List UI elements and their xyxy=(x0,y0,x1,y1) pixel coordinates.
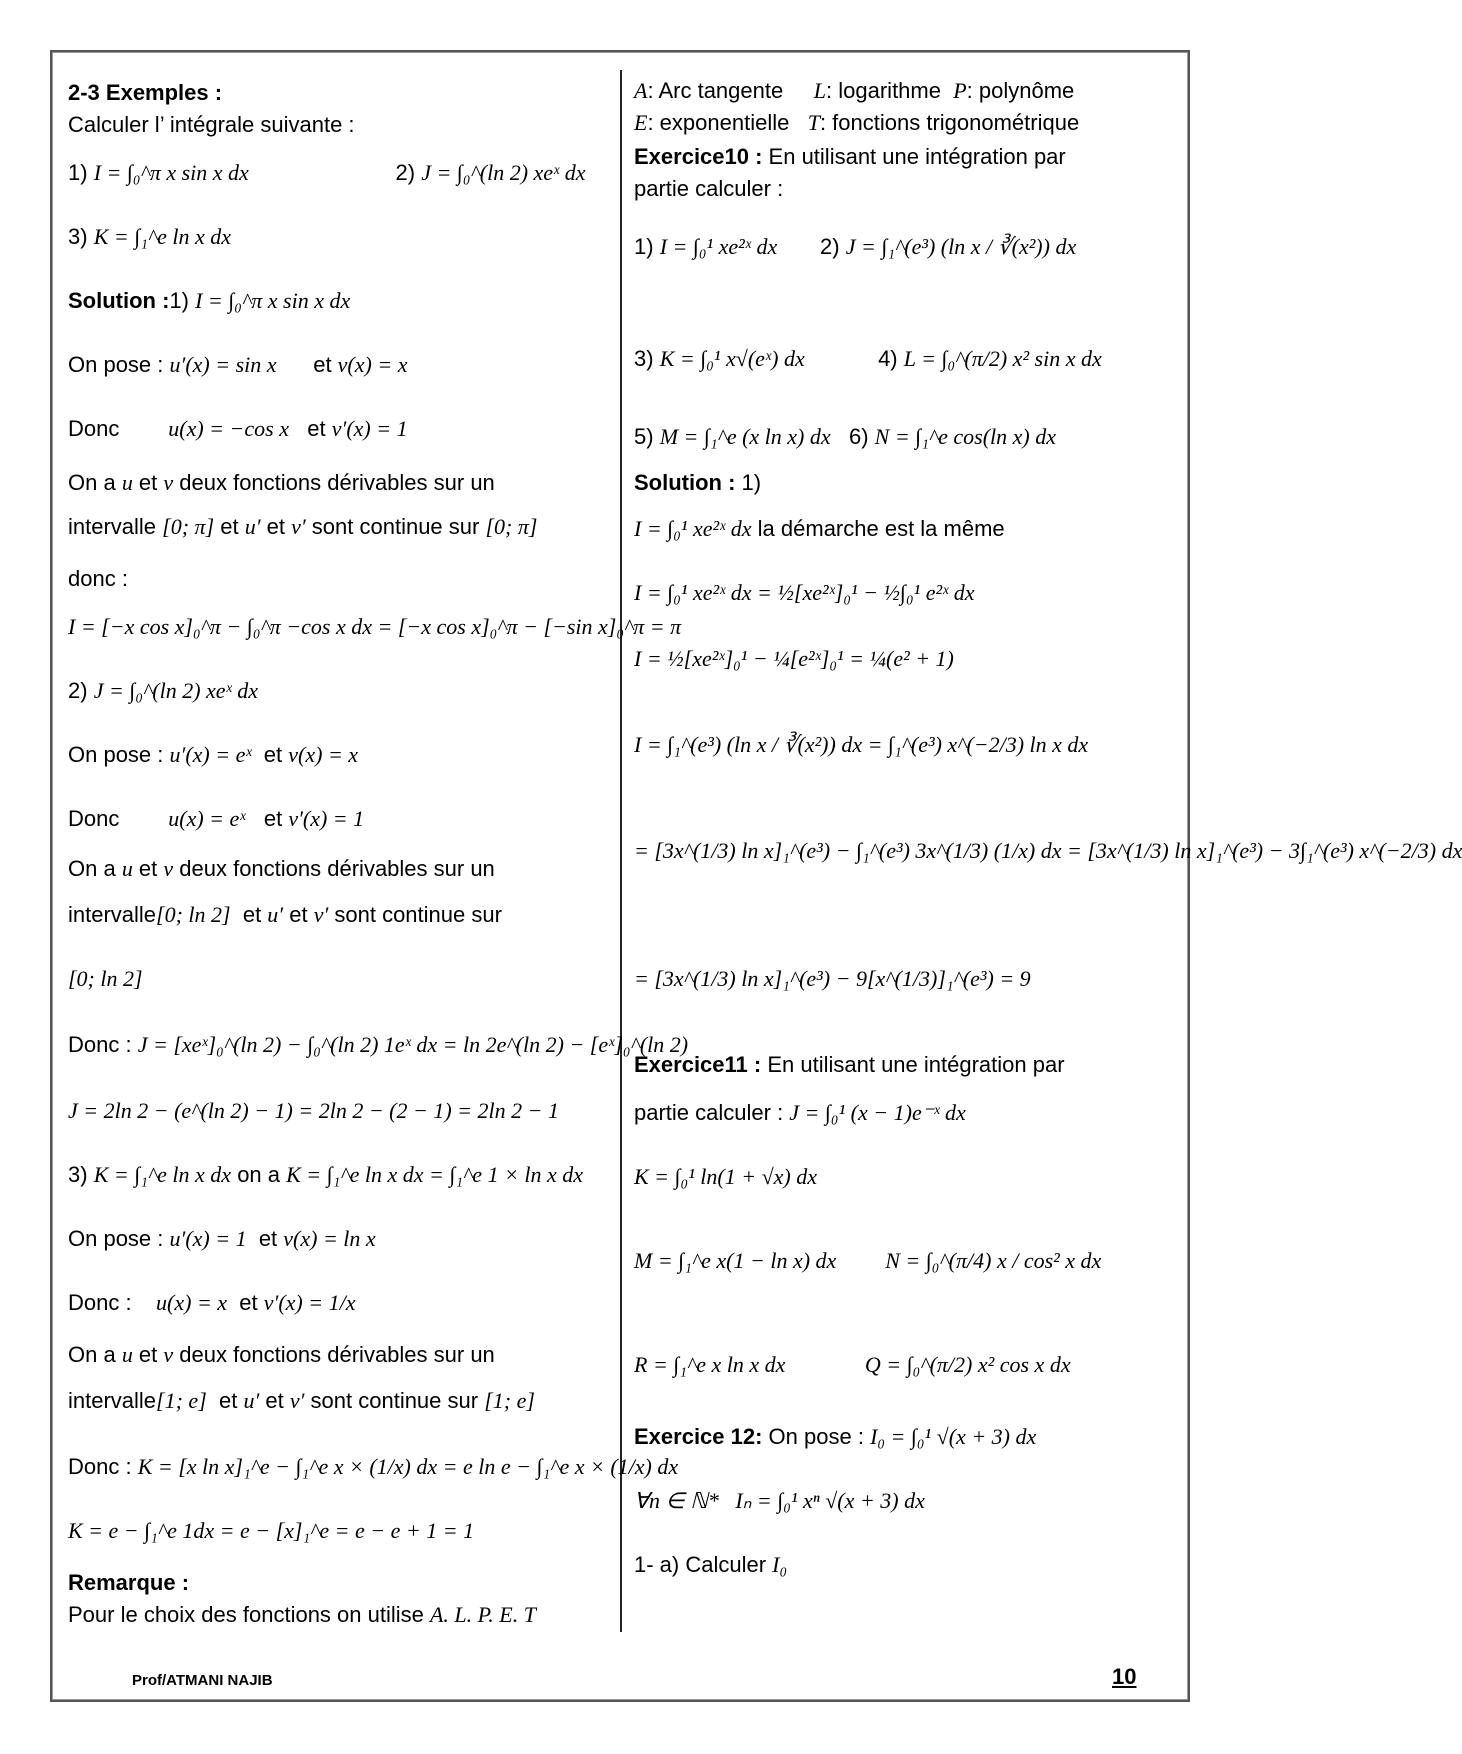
math-expression: u(x) = x xyxy=(156,1290,228,1315)
heading: 2-3 Exemples : xyxy=(68,80,223,105)
footer-author: Prof/ATMANI NAJIB xyxy=(132,1672,273,1689)
text: sont continue sur xyxy=(304,1388,485,1413)
text: et xyxy=(288,416,332,441)
math-expression: I = ∫₀¹ xe²ˣ dx xyxy=(634,516,752,541)
text: sont continue sur xyxy=(328,902,502,927)
math-expression: M = ∫₁^e x(1 − ln x) dx xyxy=(634,1248,837,1273)
left-line xyxy=(68,288,350,314)
math-expression: J = ∫₀¹ (x − 1)e⁻ˣ dx xyxy=(789,1100,966,1125)
left-line xyxy=(68,1454,678,1480)
math-expression: N = ∫₀^(π/4) x / cos² x dx xyxy=(885,1248,1102,1273)
math-expression: J = ∫₀^(ln 2) xeˣ dx xyxy=(421,160,586,185)
left-line xyxy=(68,160,586,186)
left-line xyxy=(68,1388,535,1414)
math-expression: I = ∫₀¹ xe²ˣ dx xyxy=(659,234,778,259)
text: et xyxy=(276,352,338,377)
text: 2) xyxy=(248,160,422,185)
math-expression: v(x) = ln x xyxy=(283,1226,376,1251)
math-expression: P xyxy=(953,78,967,103)
text: : exponentielle xyxy=(647,110,808,135)
text: et xyxy=(206,1388,244,1413)
text: On pose : xyxy=(68,352,170,377)
right-line xyxy=(634,1164,817,1190)
math-expression: I = ∫₀¹ xe²ˣ dx = ½[xe²ˣ]₀¹ − ½∫₀¹ e²ˣ dx xyxy=(634,580,975,605)
text: deux fonctions dérivables sur un xyxy=(173,856,495,881)
right-line xyxy=(634,1552,787,1578)
text: partie calculer : xyxy=(634,1100,790,1125)
text: En utilisant une intégration par xyxy=(761,1052,1065,1077)
left-line xyxy=(68,1602,536,1628)
text: Donc xyxy=(68,416,169,441)
text: Donc xyxy=(68,806,169,831)
text: : logarithme xyxy=(826,78,954,103)
right-line xyxy=(634,732,1088,758)
text: et xyxy=(132,470,164,495)
text: et xyxy=(251,742,289,767)
heading: Exercice 12: xyxy=(634,1424,763,1449)
left-line xyxy=(68,966,143,992)
math-expression: u′(x) = sin x xyxy=(169,352,277,377)
math-expression: v(x) = x xyxy=(337,352,408,377)
math-expression: [0; π] xyxy=(485,514,538,539)
text: et xyxy=(230,902,268,927)
left-line xyxy=(68,566,128,592)
math-expression: Q = ∫₀^(π/2) x² cos x dx xyxy=(864,1352,1071,1377)
text: Donc : xyxy=(68,1290,157,1315)
text: deux fonctions dérivables sur un xyxy=(173,470,495,495)
right-line xyxy=(634,1248,1101,1274)
math-expression: I = ∫₀^π x sin x dx xyxy=(195,288,351,313)
heading: Solution : xyxy=(68,288,170,313)
math-expression: v xyxy=(163,856,174,881)
math-expression: u xyxy=(121,856,133,881)
text: : fonctions trigonométrique xyxy=(819,110,1080,135)
left-line xyxy=(68,1098,559,1124)
math-expression: E xyxy=(634,110,648,135)
math-expression: K = ∫₁^e ln x dx xyxy=(93,224,232,249)
text: intervalle xyxy=(68,514,163,539)
math-expression: L xyxy=(813,78,827,103)
math-expression: v′(x) = 1 xyxy=(288,806,365,831)
math-expression: u′ xyxy=(244,514,261,539)
math-expression: A. L. P. E. T xyxy=(429,1602,536,1627)
right-line xyxy=(634,580,975,606)
math-expression: K = ∫₁^e ln x dx = ∫₁^e 1 × ln x dx xyxy=(286,1162,584,1187)
left-line xyxy=(68,470,495,496)
text: 2) xyxy=(777,234,846,259)
right-line xyxy=(634,838,1462,864)
text: En utilisant une intégration par xyxy=(762,144,1066,169)
math-expression: u(x) = eˣ xyxy=(168,806,246,831)
text: On pose : xyxy=(762,1424,871,1449)
text: et xyxy=(214,514,245,539)
text: 1- a) Calculer xyxy=(634,1552,773,1577)
left-line xyxy=(68,1342,495,1368)
math-expression: = [3x^(1/3) ln x]₁^(e³) − ∫₁^(e³) 3x^(1/3) (1/x) dx = [3x^(1/3) ln x]₁^(e³) − 3∫₁^(e³) x^(−2/3) dx xyxy=(634,838,1462,863)
math-expression: K = ∫₀¹ ln(1 + √x) dx xyxy=(634,1164,818,1189)
heading: Exercice11 : xyxy=(634,1052,762,1077)
left-line xyxy=(68,352,407,378)
text: On pose : xyxy=(68,1226,170,1251)
math-expression: K = [x ln x]₁^e − ∫₁^e x × (1/x) dx = e ln e − ∫₁^e x × (1/x) dx xyxy=(137,1454,679,1479)
math-expression: [0; π] xyxy=(162,514,215,539)
math-expression: v′ xyxy=(291,514,306,539)
math-expression: M = ∫₁^e (x ln x) dx xyxy=(659,424,831,449)
column-divider xyxy=(620,70,622,1632)
math-expression: v′ xyxy=(289,1388,305,1413)
text: : Arc tangente xyxy=(647,78,814,103)
math-expression: [1; e] xyxy=(484,1388,535,1413)
left-line xyxy=(68,1290,355,1316)
right-line xyxy=(634,110,1079,136)
math-expression: J = ∫₀^(ln 2) xeˣ dx xyxy=(93,678,259,703)
text xyxy=(836,1248,885,1273)
page-number: 10 xyxy=(1112,1664,1137,1689)
right-line xyxy=(634,516,1005,542)
text: deux fonctions dérivables sur un xyxy=(173,1342,495,1367)
right-line xyxy=(634,424,1056,450)
right-line xyxy=(634,144,1066,170)
math-expression: L = ∫₀^(π/2) x² sin x dx xyxy=(903,346,1102,371)
text: 1) xyxy=(735,470,762,495)
left-line xyxy=(68,1032,688,1058)
heading: Exercice10 : xyxy=(634,144,763,169)
heading: Remarque : xyxy=(68,1570,190,1595)
left-line xyxy=(68,614,681,640)
text: 3) xyxy=(634,346,660,371)
text: Pour le choix des fonctions on utilise xyxy=(68,1602,430,1627)
left-line xyxy=(68,806,364,832)
math-expression: u′ xyxy=(267,902,284,927)
text: 1) xyxy=(169,288,196,313)
math-expression: [1; e] xyxy=(156,1388,207,1413)
math-expression: [0; ln 2] xyxy=(156,902,231,927)
left-line xyxy=(68,416,408,442)
text: la démarche est la même xyxy=(751,516,1005,541)
text: On a xyxy=(68,1342,122,1367)
math-expression: I₀ = ∫₀¹ √(x + 3) dx xyxy=(870,1424,1037,1449)
math-expression: I = ∫₀^π x sin x dx xyxy=(93,160,249,185)
text: et xyxy=(246,1226,284,1251)
right-line xyxy=(634,234,1076,260)
text: 1) xyxy=(634,234,660,259)
text: donc : xyxy=(68,566,128,591)
text: partie calculer : xyxy=(634,176,784,201)
right-line xyxy=(634,1488,925,1514)
text: 3) xyxy=(68,1162,94,1187)
math-expression: u(x) = −cos x xyxy=(168,416,289,441)
text: et xyxy=(260,514,292,539)
text: et xyxy=(227,1290,264,1315)
right-line xyxy=(634,1352,1071,1378)
math-expression: K = ∫₀¹ x√(eˣ) dx xyxy=(659,346,805,371)
math-expression: I = [−x cos x]₀^π − ∫₀^π −cos x dx = [−x cos x]₀^π − [−sin x]₀^π = π xyxy=(68,614,682,639)
math-expression: I₀ xyxy=(772,1552,788,1577)
text: et xyxy=(132,1342,164,1367)
text: On a xyxy=(68,470,122,495)
math-expression: [0; ln 2] xyxy=(68,966,143,991)
text: 4) xyxy=(804,346,904,371)
text: Calculer l’ intégrale suivante : xyxy=(68,112,355,137)
math-expression: u xyxy=(121,470,133,495)
math-expression: v xyxy=(163,470,174,495)
math-expression: ∀n ∈ ℕ* Iₙ = ∫₀¹ xⁿ √(x + 3) dx xyxy=(634,1488,925,1513)
text: Donc : xyxy=(68,1032,138,1057)
math-expression: J = 2ln 2 − (e^(ln 2) − 1) = 2ln 2 − (2 − 1) = 2ln 2 − 1 xyxy=(68,1098,559,1123)
text: 6) xyxy=(830,424,875,449)
math-expression: J = ∫₁^(e³) (ln x / ∛(x²)) dx xyxy=(845,234,1077,259)
left-line xyxy=(68,80,222,106)
left-line xyxy=(68,742,358,768)
math-expression: K = e − ∫₁^e 1dx = e − [x]₁^e = e − e + 1 = 1 xyxy=(68,1518,475,1543)
left-line xyxy=(68,1518,474,1544)
math-expression: I = ∫₁^(e³) (ln x / ∛(x²)) dx = ∫₁^(e³) x^(−2/3) ln x dx xyxy=(634,732,1089,757)
text: et xyxy=(259,1388,290,1413)
right-line xyxy=(634,1100,966,1126)
text: intervalle xyxy=(68,902,157,927)
text: 3) xyxy=(68,224,94,249)
left-line xyxy=(68,856,495,882)
math-expression: v′(x) = 1/x xyxy=(263,1290,356,1315)
math-expression: v(x) = x xyxy=(288,742,359,767)
right-line xyxy=(634,346,1102,372)
text: 1) xyxy=(68,160,94,185)
text: on a xyxy=(231,1162,287,1187)
right-line xyxy=(634,176,783,202)
right-line xyxy=(634,1424,1036,1450)
left-line xyxy=(68,1570,189,1596)
math-expression: v xyxy=(163,1342,174,1367)
right-line xyxy=(634,966,1031,992)
left-line xyxy=(68,514,537,540)
math-expression: u′(x) = eˣ xyxy=(169,742,252,767)
left-line xyxy=(68,678,258,704)
right-line xyxy=(634,1052,1065,1078)
math-expression: T xyxy=(807,110,820,135)
math-expression: K = ∫₁^e ln x dx xyxy=(93,1162,232,1187)
left-line xyxy=(68,1162,583,1188)
text: intervalle xyxy=(68,1388,157,1413)
math-expression: = [3x^(1/3) ln x]₁^(e³) − 9[x^(1/3)]₁^(e³) = 9 xyxy=(634,966,1031,991)
right-line xyxy=(634,646,954,672)
right-line xyxy=(634,78,1074,104)
math-expression: v′ xyxy=(313,902,329,927)
text: et xyxy=(132,856,164,881)
math-expression: u′(x) = 1 xyxy=(169,1226,247,1251)
text: et xyxy=(283,902,314,927)
math-expression: A xyxy=(634,78,648,103)
math-expression: u xyxy=(121,1342,133,1367)
text: Donc : xyxy=(68,1454,138,1479)
math-expression: R = ∫₁^e x ln x dx xyxy=(634,1352,786,1377)
math-expression: N = ∫₁^e cos(ln x) dx xyxy=(874,424,1057,449)
left-line xyxy=(68,112,355,138)
math-expression: J = [xeˣ]₀^(ln 2) − ∫₀^(ln 2) 1eˣ dx = ln 2e^(ln 2) − [eˣ]₀^(ln 2) xyxy=(137,1032,689,1057)
text: sont continue sur xyxy=(305,514,486,539)
text: : polynôme xyxy=(966,78,1075,103)
math-expression: u′ xyxy=(243,1388,260,1413)
right-line xyxy=(634,470,761,496)
text xyxy=(785,1352,864,1377)
left-line xyxy=(68,1226,376,1252)
text: On a xyxy=(68,856,122,881)
math-expression: v′(x) = 1 xyxy=(331,416,408,441)
left-line xyxy=(68,224,231,250)
math-expression: I = ½[xe²ˣ]₀¹ − ¼[e²ˣ]₀¹ = ¼(e² + 1) xyxy=(634,646,954,671)
heading: Solution : xyxy=(634,470,736,495)
text: 2) xyxy=(68,678,94,703)
text: On pose : xyxy=(68,742,170,767)
left-line xyxy=(68,902,502,928)
text: et xyxy=(245,806,289,831)
text: 5) xyxy=(634,424,660,449)
